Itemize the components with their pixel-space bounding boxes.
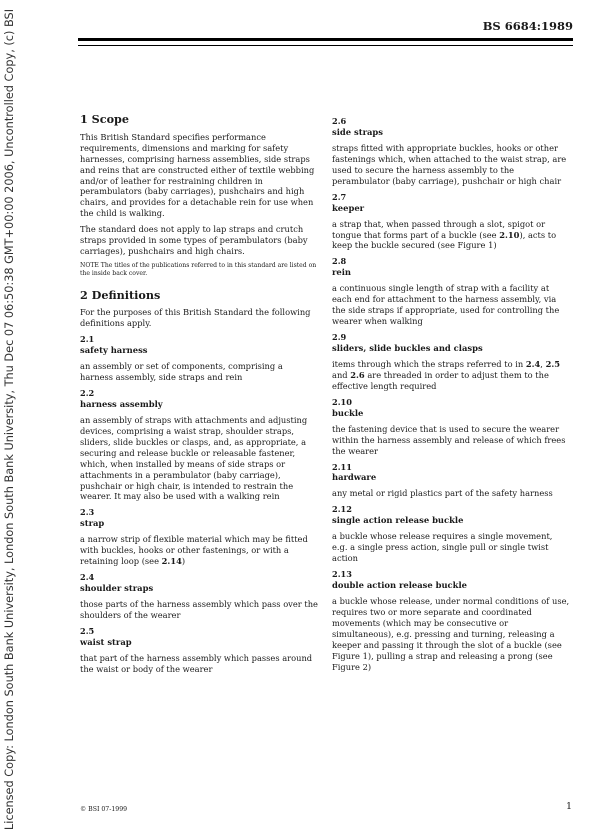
definition-text: an assembly of straps with attachments and adjusting devices, comprising a waist strap, shoulder straps, sliders, slide buckles or clasps, and, as appropriate, a securing and release buckle or releasable fastener, which, when installed by means of side straps or attachments in a perambulator (baby carriage), pushchair or high chair, is intended to restrain the wearer. It may also be used with a walking rein bbox=[80, 414, 308, 502]
definition-term: rein bbox=[332, 267, 352, 278]
scope-note: NOTE The titles of the publications referred to in this standard are listed on the inside back cover. bbox=[80, 262, 317, 278]
scope-paragraph: This British Standard specifies performance requirements, dimensions and marking for safety harnesses, comprising harness assemblies, side straps and reins that are constructed either of textile webbing and/or of leather for restraining children in perambulators (baby carriages), pushchairs and high chairs, and provides for a detachable rein for use when the child is walking. bbox=[80, 131, 315, 219]
page-number: 1 bbox=[565, 801, 572, 812]
definition-text-part: are threaded in order to adjust them to the effective length required bbox=[332, 369, 549, 391]
definition-text: any metal or rigid plastics part of the safety harness bbox=[332, 488, 553, 499]
definition-number: 2.4 bbox=[80, 572, 95, 583]
definition-text bbox=[332, 219, 570, 252]
section-title-scope: 1 Scope bbox=[80, 112, 129, 126]
definition-2-5 bbox=[80, 626, 318, 675]
definition-number: 2.12 bbox=[332, 504, 352, 515]
definition-number: 2.5 bbox=[80, 625, 95, 636]
definition-2-9 bbox=[332, 332, 570, 392]
definition-number: 2.7 bbox=[332, 191, 347, 202]
definition-term: keeper bbox=[332, 202, 365, 213]
scope-paragraph: The standard does not apply to lap straps and crutch straps provided in some types of perambulators (baby carriages), pushchairs and high chairs. bbox=[80, 224, 308, 257]
definition-text-part: a strap that, when passed through a slot, spigot or tongue that forms part of a buckle (see bbox=[332, 218, 546, 240]
definition-2-4 bbox=[80, 572, 318, 621]
definition-text: a buckle whose release requires a single movement, e.g. a single press action, single pull or single twist action bbox=[332, 531, 553, 564]
definition-text: a continuous single length of strap with a facility at each end for attachment to the harness assembly, via the side straps if appropriate, used for controlling the wearer when walking bbox=[332, 283, 560, 327]
cross-reference: 2.14 bbox=[161, 556, 182, 567]
cross-reference: 2.6 bbox=[350, 369, 365, 380]
definition-number: 2.9 bbox=[332, 332, 347, 343]
definition-text: the fastening device that is used to secure the wearer within the harness assembly and release of which frees the wearer bbox=[332, 423, 566, 456]
definitions-intro: For the purposes of this British Standard the following definitions apply. bbox=[80, 307, 311, 329]
section-title-definitions: 2 Definitions bbox=[80, 287, 161, 302]
definition-2-2 bbox=[80, 388, 318, 502]
definition-term: harness assembly bbox=[80, 398, 163, 409]
definition-term: shoulder straps bbox=[80, 582, 154, 593]
definition-number: 2.13 bbox=[332, 569, 352, 580]
licence-watermark bbox=[2, 0, 18, 838]
definition-2-1 bbox=[80, 334, 318, 383]
definition-term: single action release buckle bbox=[332, 515, 464, 526]
definition-2-6 bbox=[332, 116, 570, 187]
definition-2-3 bbox=[80, 507, 318, 567]
definition-number: 2.10 bbox=[332, 396, 352, 407]
document-id: BS 6684:1989 bbox=[482, 19, 573, 33]
left-column bbox=[80, 112, 318, 680]
definition-text bbox=[80, 534, 318, 567]
footer-copyright: © BSI 07-1999 bbox=[80, 806, 128, 813]
definition-text-part: , bbox=[540, 359, 546, 369]
definition-number: 2.8 bbox=[332, 256, 347, 267]
definition-2-13 bbox=[332, 569, 570, 672]
definition-2-11 bbox=[332, 462, 570, 500]
definition-text-part: a narrow strip of flexible material which may be fitted with buckles, hooks or other fastenings, or with a retaining loop (see bbox=[80, 534, 308, 567]
definition-term: safety harness bbox=[80, 345, 148, 356]
definition-text: that part of the harness assembly which passes around the waist or body of the wearer bbox=[80, 652, 313, 674]
licence-notice-text: Licensed Copy: London South Bank University, London South Bank University, Thu Dec 07 06:50:38 GMT+00:00 2006, Uncontrolled Copy, (c) BSI bbox=[3, 8, 17, 830]
definition-term: sliders, slide buckles and clasps bbox=[332, 342, 483, 353]
definition-text: a buckle whose release, under normal conditions of use, requires two or more separate and coordinated movements (which may be consecutive or simultaneous), e.g. pressing and turning, releasing a keeper and passing it through the slot of a buckle (see Figure 1), pulling a strap and releasing a prong (see Figure 2) bbox=[332, 596, 570, 672]
right-column bbox=[332, 116, 570, 678]
definition-2-7 bbox=[332, 192, 570, 252]
definition-term: side straps bbox=[332, 126, 383, 137]
definition-text: those parts of the harness assembly which pass over the shoulders of the wearer bbox=[80, 599, 318, 620]
definition-text: an assembly or set of components, comprising a harness assembly, side straps and rein bbox=[80, 361, 283, 383]
cross-reference: 2.4 bbox=[525, 359, 541, 369]
definition-text-part: items through which the straps referred to in bbox=[332, 359, 526, 369]
definition-text-part: and bbox=[332, 369, 351, 380]
definition-text bbox=[332, 359, 570, 392]
cross-reference: 2.5 bbox=[545, 359, 561, 369]
definition-term: hardware bbox=[332, 472, 377, 483]
cross-reference: 2.10 bbox=[499, 229, 520, 240]
definition-number: 2.2 bbox=[80, 387, 95, 398]
definition-number: 2.6 bbox=[332, 116, 347, 126]
definition-text-part: ) bbox=[181, 556, 186, 567]
definition-2-12 bbox=[332, 504, 570, 564]
definition-number: 2.1 bbox=[80, 334, 95, 345]
definition-number: 2.11 bbox=[332, 461, 352, 472]
definition-text-part: ), acts to keep the buckle secured (see Figure 1) bbox=[332, 229, 557, 251]
definition-term: waist strap bbox=[80, 636, 132, 647]
definition-2-8 bbox=[332, 256, 570, 327]
definition-number: 2.3 bbox=[80, 507, 95, 518]
definition-text: straps fitted with appropriate buckles, hooks or other fastenings which, when attached to the waist strap, are used to secure the harness assembly to the perambulator (baby carriage), pushchair or high chair bbox=[332, 142, 567, 186]
definition-term: double action release buckle bbox=[332, 579, 467, 590]
header-rule-thin bbox=[78, 45, 573, 46]
header-rule-thick bbox=[78, 38, 573, 41]
definition-2-10 bbox=[332, 397, 570, 457]
definition-term: strap bbox=[80, 518, 105, 529]
definition-term: buckle bbox=[332, 407, 364, 418]
